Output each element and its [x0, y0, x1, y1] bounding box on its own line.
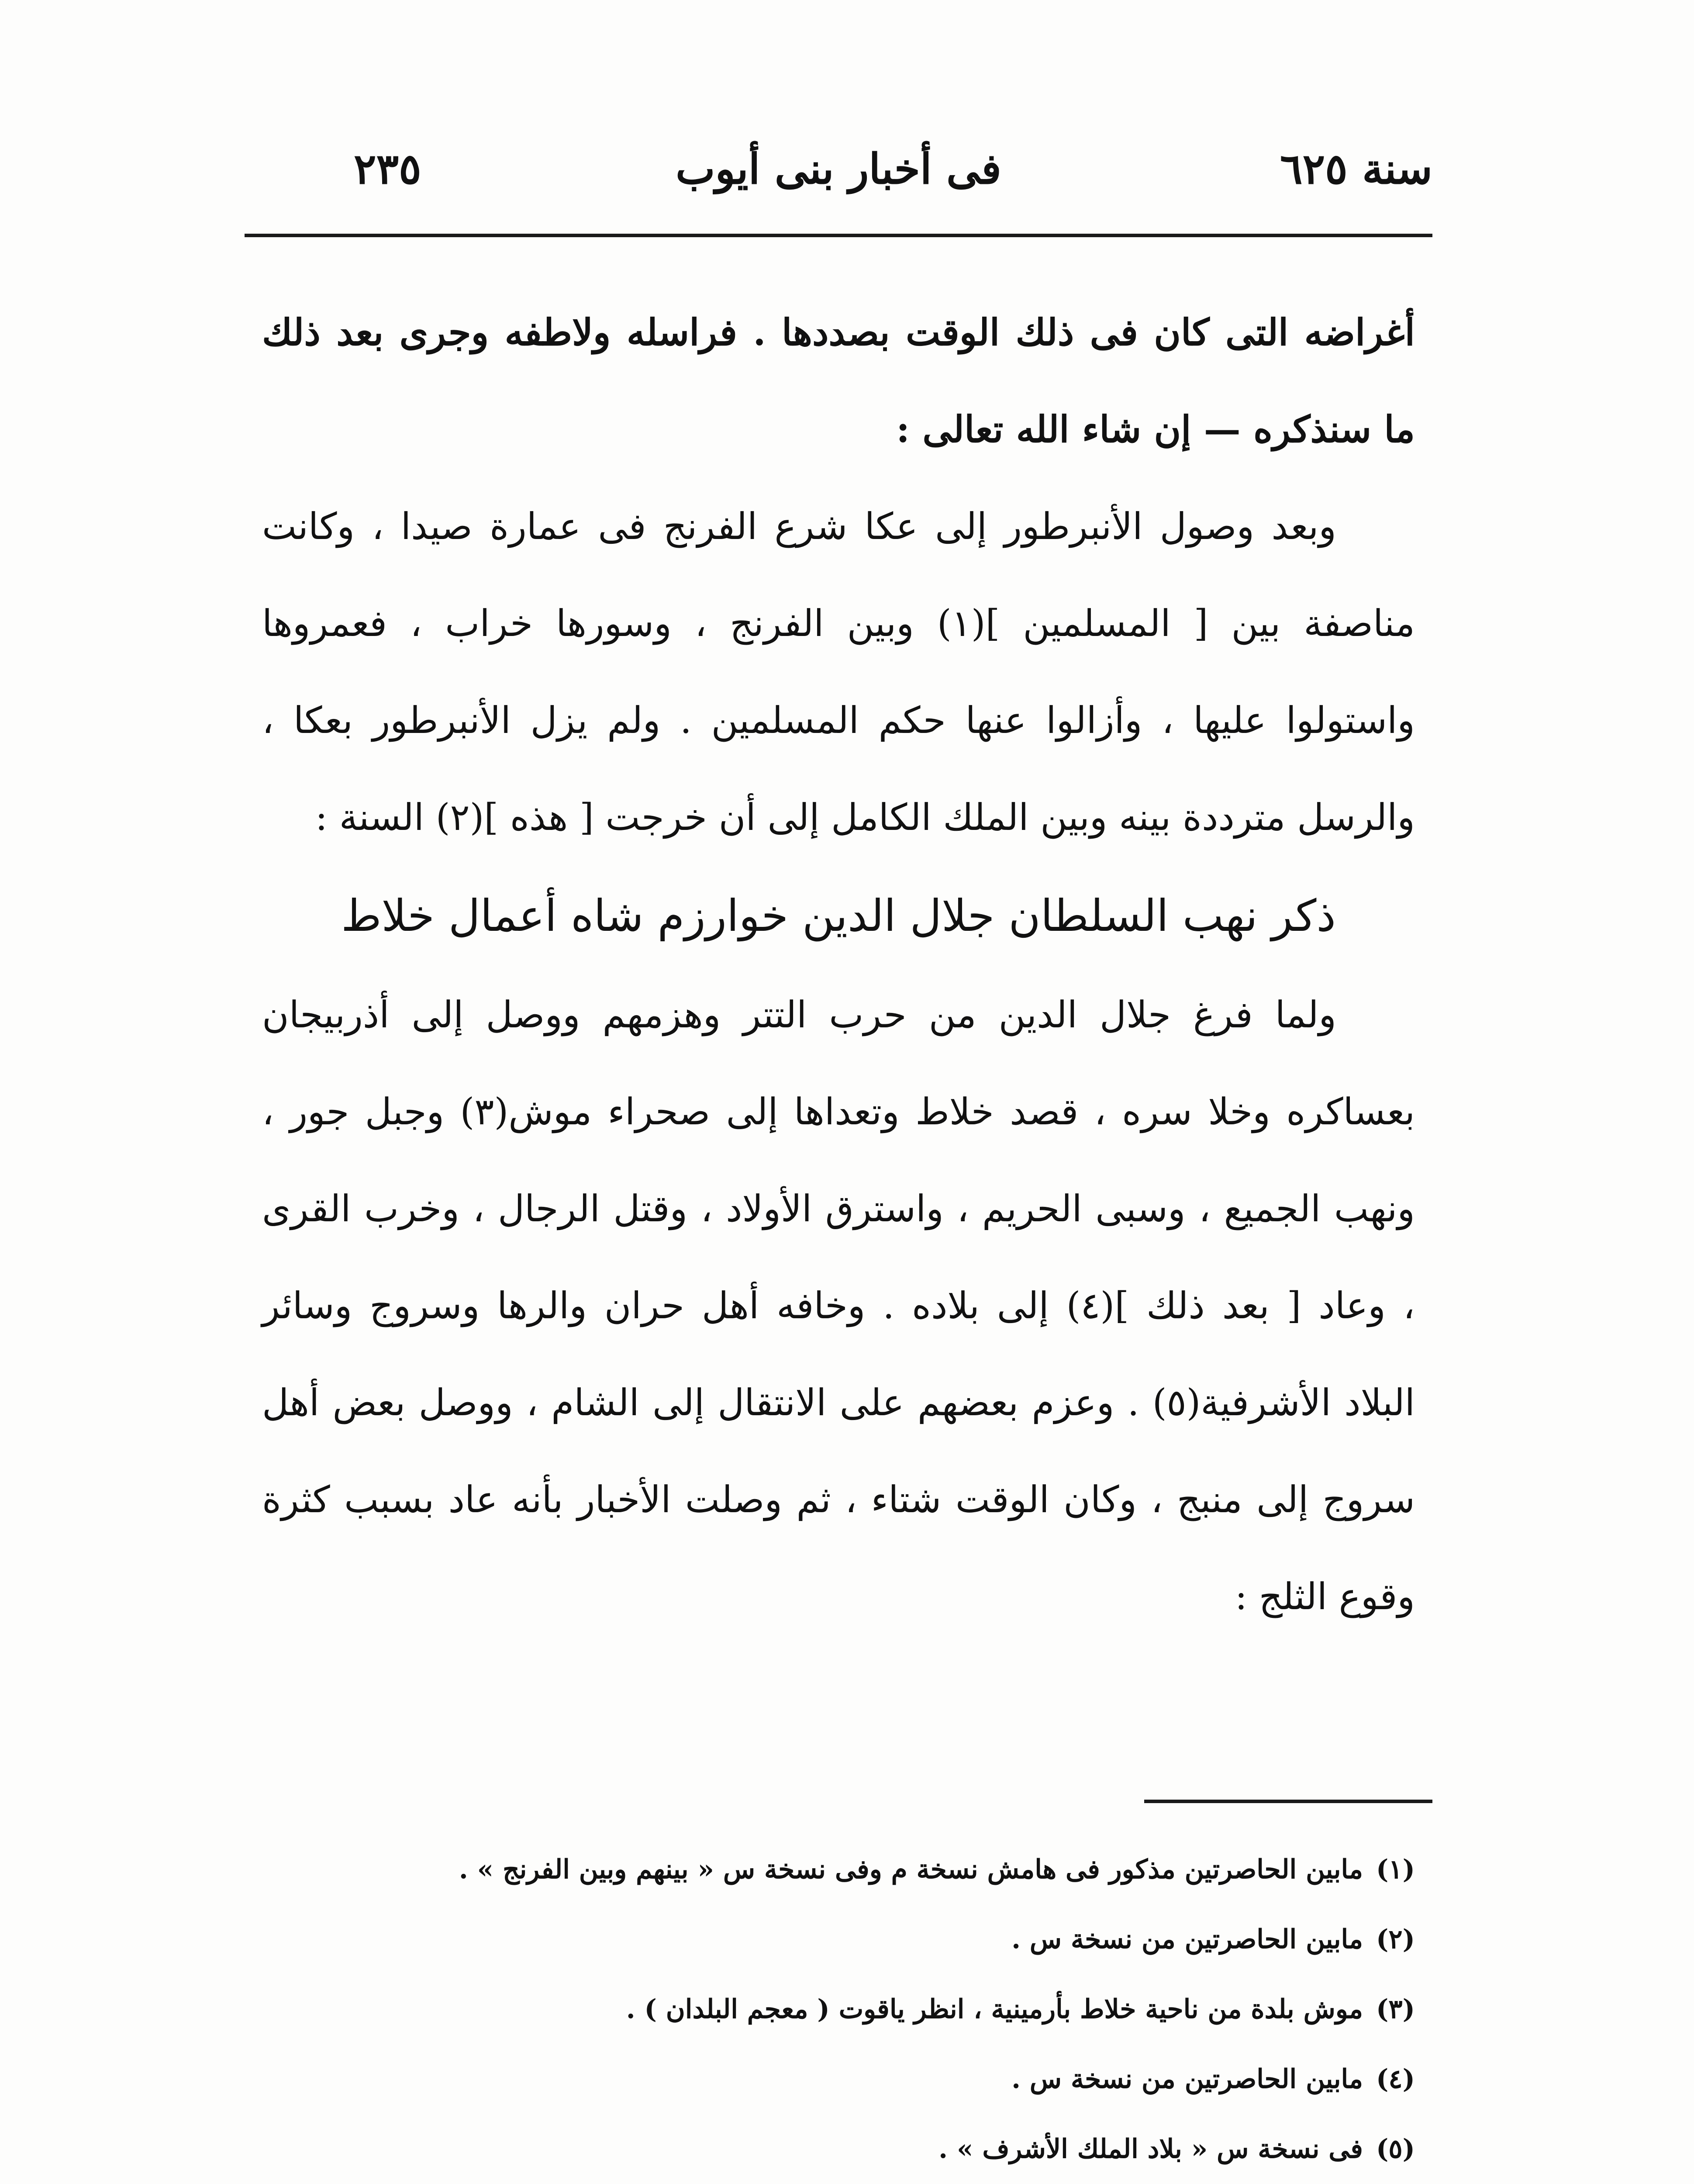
paragraph-1: أغراضه التى كان فى ذلك الوقت بصددها . فراسله ولاطفه وجرى بعد ذلك ما سنذكره — إن شاء الله تعالى : [262, 311, 1415, 451]
paragraph-2: وبعد وصول الأنبرطور إلى عكا شرع الفرنج فى عمارة صيدا ، وكانت مناصفة بين [ المسلمين ](١) وبين الفرنج ، وسورها خراب ، فعمروها واستولوا عليها ، وأزالوا عنها حكم المسلمين . ولم يزل الأنبرطور بعكا ، والرسل مترددة بينه وبين الملك الكامل إلى أن خرجت [ هذه ](٢) السنة : [262, 505, 1415, 839]
footnote-number: (٥) [1376, 2134, 1415, 2164]
footnote-text: مابين الحاصرتين من نسخة س . [1011, 1924, 1363, 1955]
footnote-item [262, 1904, 1415, 1974]
footnote-number: (٢) [1376, 1924, 1415, 1955]
footnote-text: موش بلدة من ناحية خلاط بأرمينية ، انظر ياقوت ( معجم البلدان ) . [626, 1994, 1363, 2025]
paragraph-3: ولما فرغ جلال الدين من حرب التتر وهزمهم ووصل إلى أذربيجان بعساكره وخلا سره ، قصد خلاط وتعداها إلى صحراء موش(٣) وجبل جور ، ونهب الجميع ، وسبى الحريم ، واسترق الأولاد ، وقتل الرجال ، وخرب القرى ، وعاد [ بعد ذلك ](٤) إلى بلاده . وخافه أهل حران والرها وسروج وسائر البلاد الأشرفية(٥) . وعزم بعضهم على الانتقال إلى الشام ، ووصل بعض أهل سروج إلى منبج ، وكان الوقت شتاء ، ثم وصلت الأخبار بأنه عاد بسبب كثرة وقوع الثلج : [262, 993, 1415, 1618]
footnote-item [262, 1835, 1415, 1904]
footnote-item [262, 2044, 1415, 2114]
footnote-item [262, 2114, 1415, 2184]
footnote-text: مابين الحاصرتين من نسخة س . [1011, 2064, 1363, 2094]
header-year: سنة ٦٢٥ [1280, 144, 1432, 194]
footnote-number: (١) [1376, 1854, 1415, 1885]
main-text [262, 284, 1415, 1645]
running-header [245, 144, 1432, 218]
footnote-number: (٤) [1376, 2064, 1415, 2094]
footnote-item [262, 1974, 1415, 2044]
footnote-text: مابين الحاصرتين مذكور فى هامش نسخة م وفى نسخة س « بينهم وبين الفرنج » . [459, 1854, 1363, 1885]
page-number: ٢٣٥ [354, 144, 421, 194]
header-rule [245, 234, 1432, 237]
section-heading: ذكر نهب السلطان جلال الدين خوارزم شاه أعمال خلاط [341, 890, 1336, 941]
footnote-number: (٣) [1376, 1994, 1415, 2025]
footnotes [262, 1835, 1415, 2184]
footnote-text: فى نسخة س « بلاد الملك الأشرف » . [938, 2134, 1363, 2164]
footnote-rule [1144, 1800, 1432, 1803]
header-title: فى أخبار بنى أيوب [676, 144, 1001, 194]
